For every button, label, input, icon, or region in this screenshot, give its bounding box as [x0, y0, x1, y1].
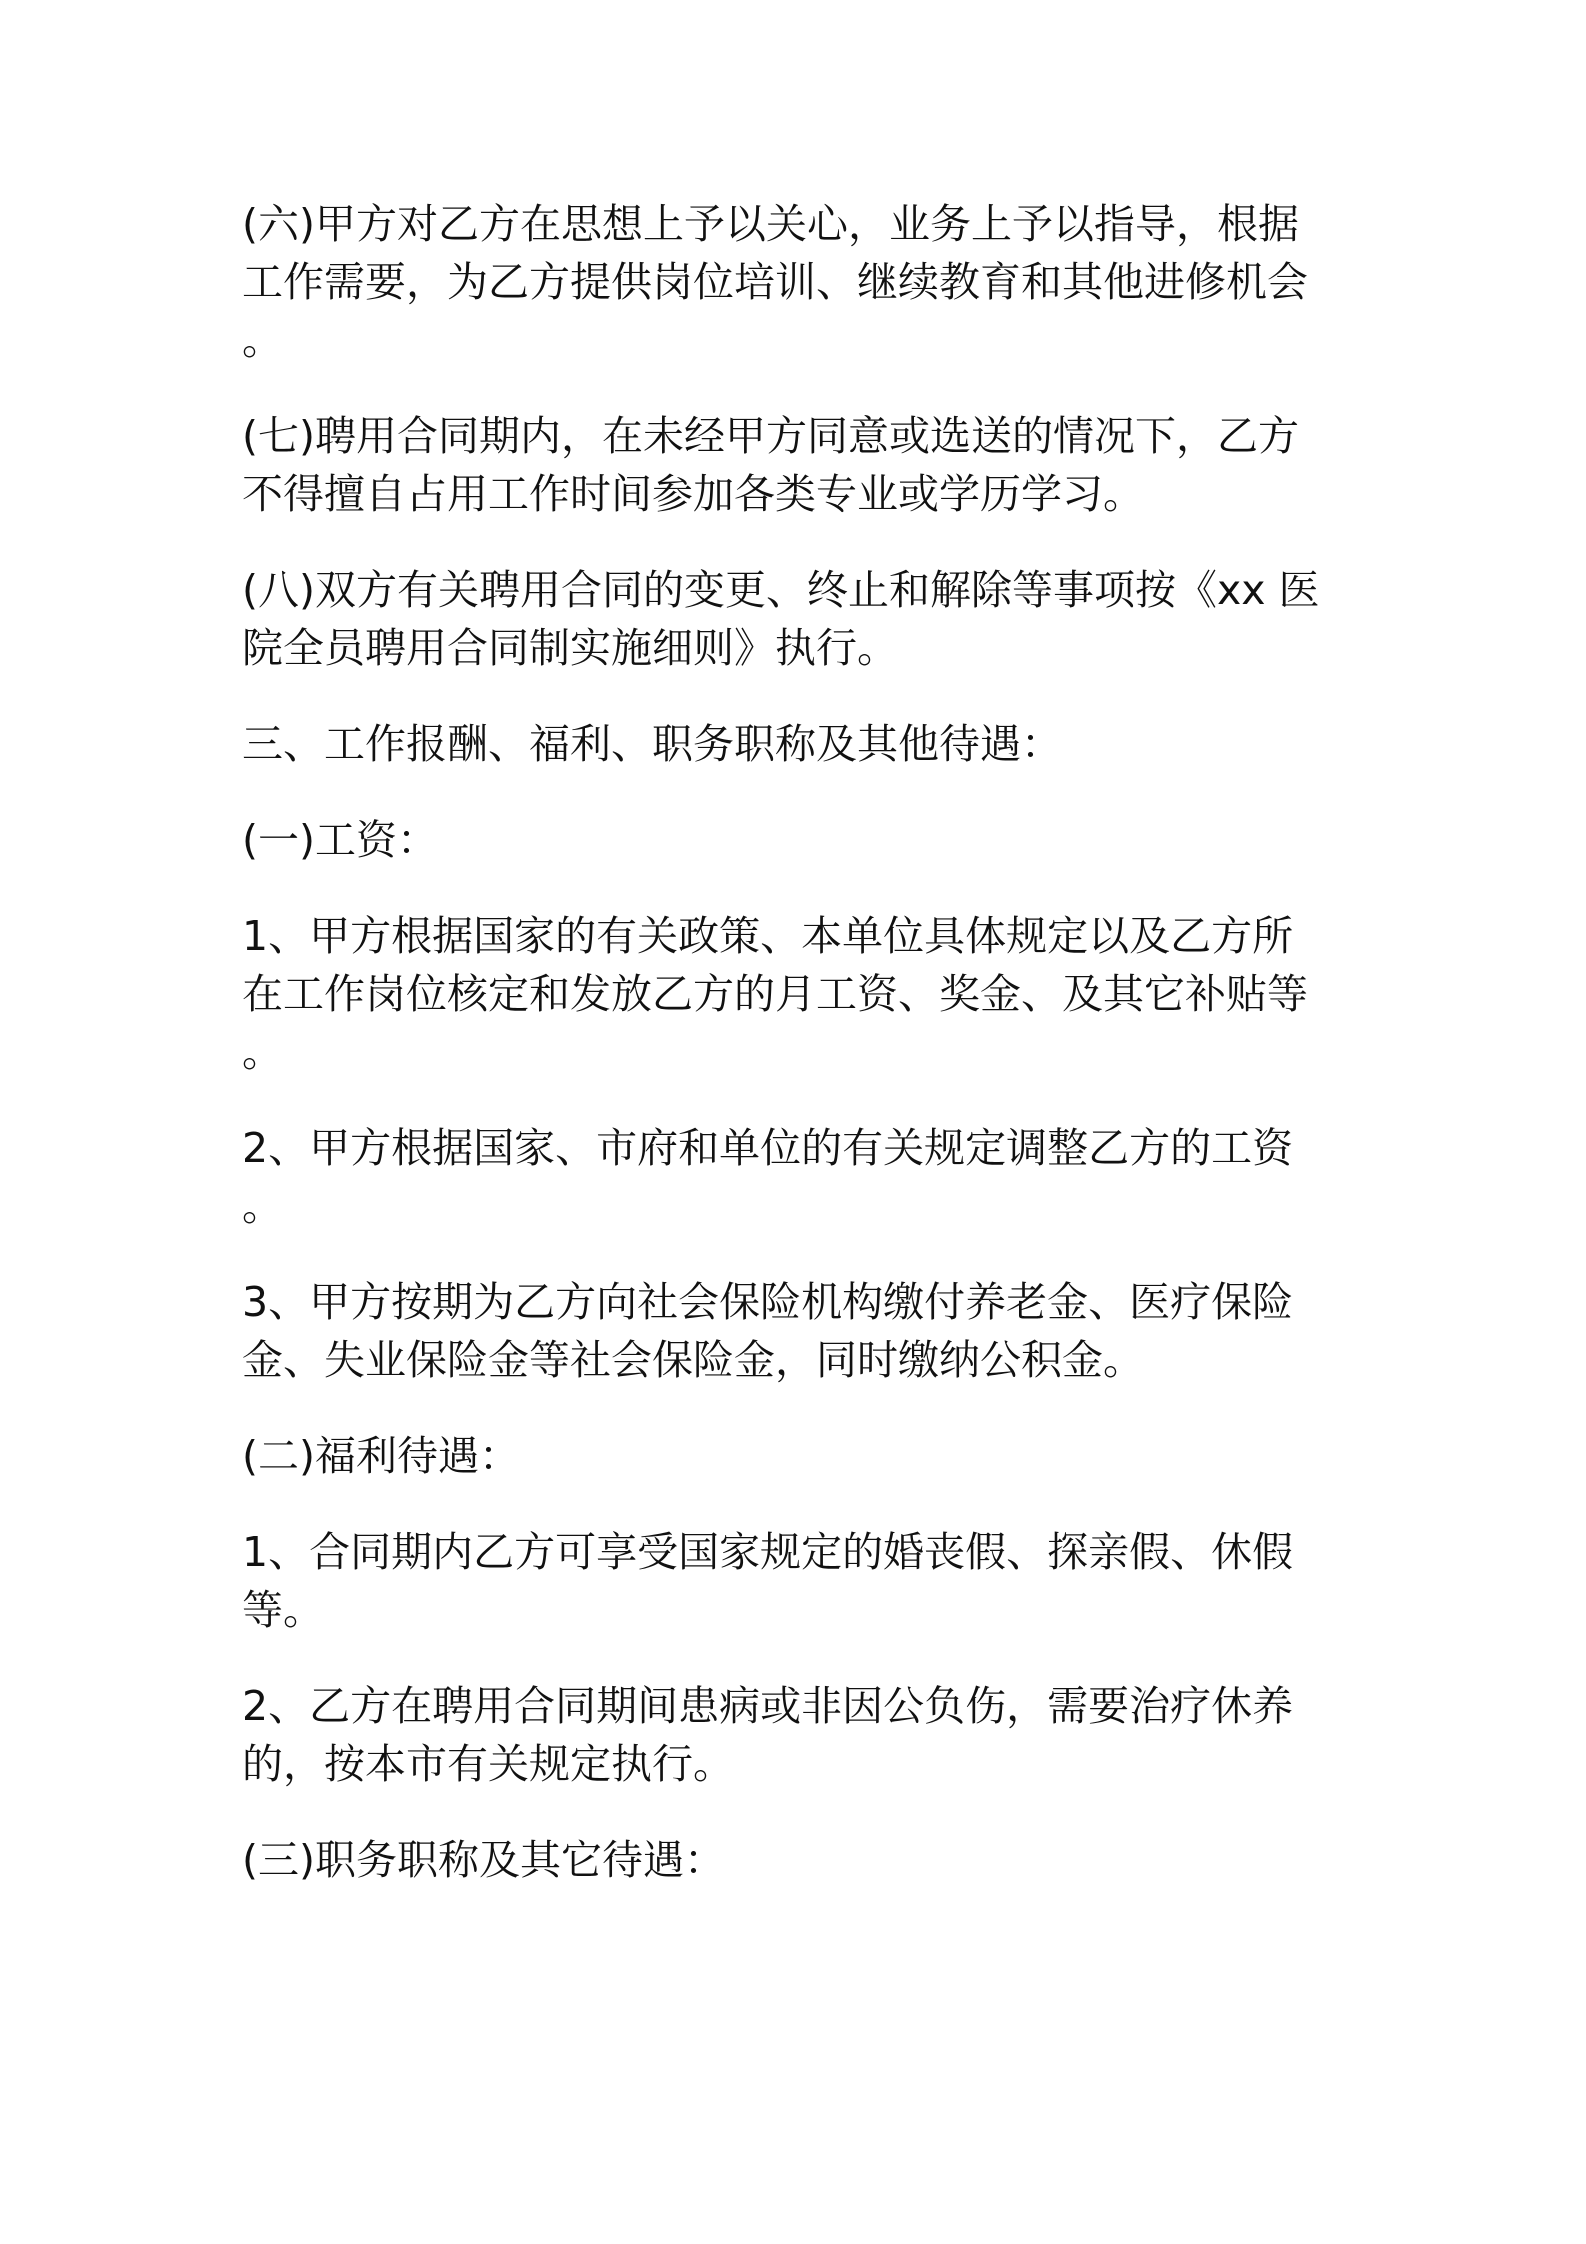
text-line: 3、甲方按期为乙方向社会保险机构缴付养老金、医疗保险 — [242, 1278, 1294, 1326]
text-line: 1、甲方根据国家的有关政策、本单位具体规定以及乙方所 — [242, 912, 1294, 960]
text-line: (三)职务职称及其它待遇： — [242, 1836, 725, 1884]
text-line: (八)双方有关聘用合同的变更、终止和解除等事项按《xx 医 — [242, 566, 1320, 614]
text-line: 工作需要，为乙方提供岗位培训、继续教育和其他进修机会 — [242, 258, 1308, 306]
text-line: 金、失业保险金等社会保险金，同时缴纳公积金。 — [242, 1336, 1144, 1384]
text-line: 三、工作报酬、福利、职务职称及其他待遇： — [242, 720, 1062, 768]
text-line: 。 — [242, 1182, 283, 1230]
text-line: (七)聘用合同期内，在未经甲方同意或选送的情况下，乙方 — [242, 412, 1299, 460]
text-line: (二)福利待遇： — [242, 1432, 520, 1480]
text-line: 1、合同期内乙方可享受国家规定的婚丧假、探亲假、休假 — [242, 1528, 1294, 1576]
text-line: 的，按本市有关规定执行。 — [242, 1740, 734, 1788]
text-line: 院全员聘用合同制实施细则》执行。 — [242, 624, 898, 672]
text-line: (六)甲方对乙方在思想上予以关心，业务上予以指导，根据 — [242, 200, 1299, 248]
text-line: (一)工资： — [242, 816, 438, 864]
text-line: 。 — [242, 1028, 283, 1076]
text-line: 2、乙方在聘用合同期间患病或非因公负伤，需要治疗休养 — [242, 1682, 1294, 1730]
text-line: 2、甲方根据国家、市府和单位的有关规定调整乙方的工资 — [242, 1124, 1294, 1172]
text-line: 等。 — [242, 1586, 324, 1634]
text-line: 不得擅自占用工作时间参加各类专业或学历学习。 — [242, 470, 1144, 518]
text-line: 。 — [242, 316, 283, 364]
text-line: 在工作岗位核定和发放乙方的月工资、奖金、及其它补贴等 — [242, 970, 1308, 1018]
